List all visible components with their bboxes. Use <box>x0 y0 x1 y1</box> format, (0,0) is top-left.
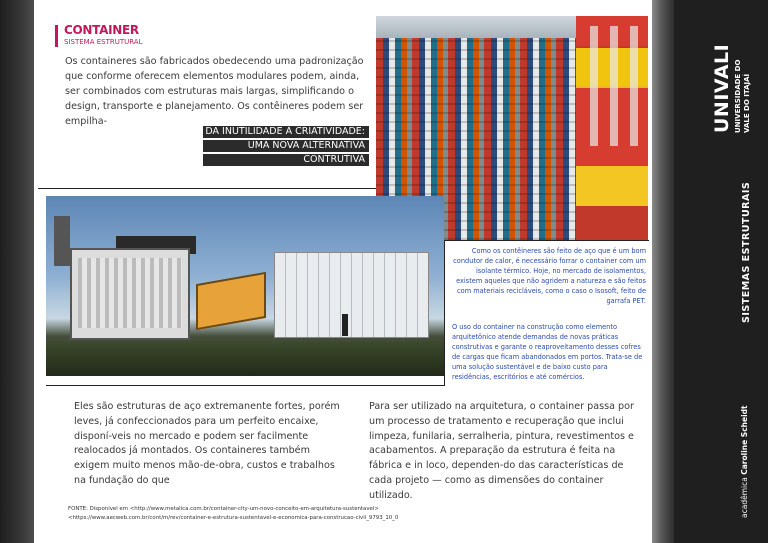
headline-line-2: UMA NOVA ALTERNATIVA <box>203 140 369 152</box>
photo-sky <box>376 16 586 38</box>
photo-white-container <box>274 252 429 338</box>
caption-usage: O uso do container na construção como elemento arquitetônico atende demandas de novas práticas construtivas e garante o reaproveitamento desses cofres de cargas que ficam abandonados em portos. Trata-se de uma solução sustentável e de baixo custo para residências, escritórios e até comércios. <box>452 323 643 381</box>
frame-line-lower <box>46 385 445 386</box>
photo-wind-turbine <box>54 216 70 266</box>
body-column-right: Para ser utilizado na arquitetura, o container passa por um processo de tratamento e recuperação que inclui limpeza, funilaria, serralheria, pintura, revestimentos e acabamentos. A preparação da estrutura é feita na fábrica e in loco, dependen-do das características de cada projeto — como as dimensões do container utilizado. <box>369 401 634 501</box>
page-fold-shadow <box>652 0 674 543</box>
section-title: CONTAINER <box>64 23 139 37</box>
section-subtitle: SISTEMA ESTRUTURAL <box>64 38 143 46</box>
stacked-container-building <box>576 16 648 240</box>
author-name: Caroline Scheidt <box>740 405 749 475</box>
frame-line-vertical <box>444 240 445 385</box>
page-left-edge <box>0 0 38 543</box>
brand-logo-text: UNIVALI <box>711 43 733 133</box>
photo-ground <box>46 342 444 376</box>
university-name-line-1: UNIVERSIDADE DO <box>734 59 742 133</box>
photo-person <box>342 314 348 336</box>
caption-insulation: Como os contêineres são feito de aço que é um bom condutor de calor, é necessário forrar o container com um isolante térmico. Hoje, no mercado de isolamentos, existem aqueles que não agridem a natureza e são feitos com materiais recicláveis, como o caso o Isosoft, feito de garrafa PET. <box>453 247 646 305</box>
photo-yellow-container <box>196 272 266 330</box>
intro-paragraph: Os containeres são fabricados obedecendo uma padronização que conforme oferecem elementos modulares podem, ainda, ser combinados com estruturas mais largas, simplificando o design, transporte e planejamento. Os contêineres podem ser empilha- <box>65 56 364 127</box>
author-label: acadêmica <box>740 477 749 518</box>
container-building-photo <box>46 196 444 376</box>
body-column-left: Eles são estruturas de aço extremanente fortes, porém leves, já confeccionados para um perfeito encaixe, disponí-veis no mercado e podem ser facilmente realocados já montados. Os containeres também exigem muito menos mão-de-obra, custos e trabalhos na fundação do que <box>74 401 340 486</box>
headline-line-3: CONTRUTIVA <box>203 154 369 166</box>
frame-line-horizontal <box>38 188 376 189</box>
footnote-line-1: FONTE: Disponível em <http://www.metalica.com.br/container-city-um-novo-conceito-em-arquitetura-sustentavel> <box>68 506 379 512</box>
author-credit <box>740 405 749 518</box>
source-footnote <box>68 505 508 522</box>
university-name-line-2: VALE DO ITAJAÍ <box>743 73 751 133</box>
topic-title: SISTEMAS ESTRUTURAIS <box>741 181 752 323</box>
section-accent-bar <box>55 25 58 47</box>
headline-line-1: DA INUTILIDADE À CRIATIVIDADE: <box>203 126 369 138</box>
footnote-line-2: <https://www.aecweb.com.br/cont/m/rev/container-e-estrutura-sustentavel-e-economica-para-construcao-civil_9793_10_0 <box>68 514 399 521</box>
photo-stacked-containers <box>70 248 190 340</box>
